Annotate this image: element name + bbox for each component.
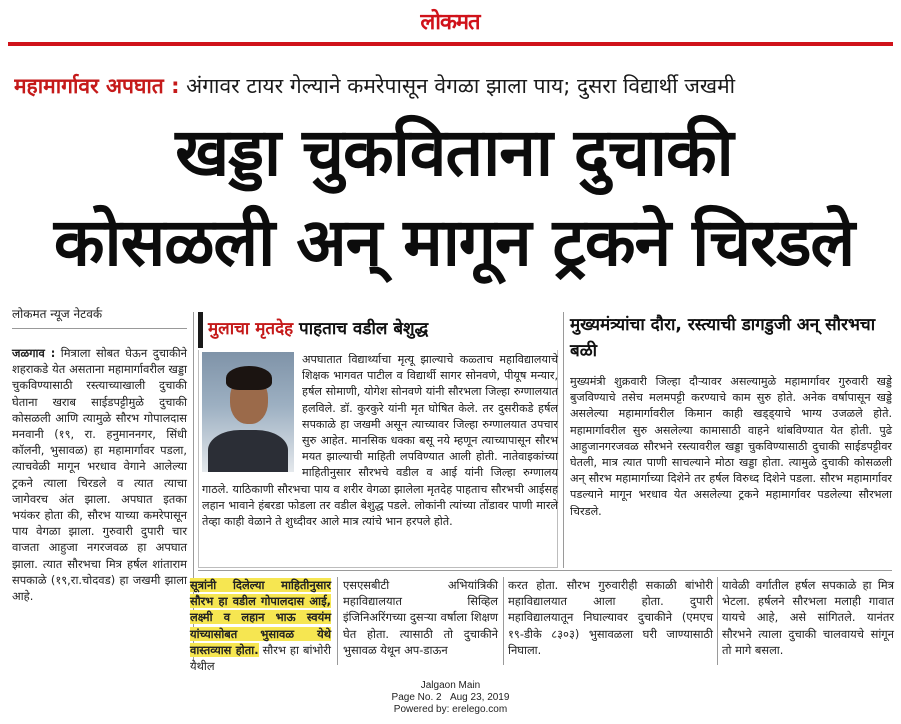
bottom-column-4: यावेळी वर्गातील हर्षल सपकाळे हा मित्र भेटला. हर्षलने सौरभला मलाही गावात यायचे आहे, असे सांगितले. यानंतर सौरभने त्याला दुचाकी चालवायचे सांगून तो मागे बसला. xyxy=(722,578,894,657)
footer-page: Page No. 2 xyxy=(391,692,442,703)
box-body-text: अपघातात विद्यार्थ्याचा मृत्यू झाल्याचे कळ्ताच महाविद्यालयाचे शिक्षक भागवत पाटील व विद्यार्थी सागर सोनवणे, पीयूष मन्यार, हर्षल सोमाणी, योगेश सोनवणे यांनी सौरभला जिल्हा रुग्णालयात हलविले. डॉ. कुरकुरे यांनी मृत घोषित केले. तर दुसरीकडे हर्षल सपकाळे हा जखमी असून त्याच्यावर जिल्हा रुग्णालयात उपचार सुरु आहेत. मानसिक धक्का बसू नये म्हणून त्याच्यापासून सौरभ मयत झाल्याची माहिती लपविण्यात आली होती. नातेवाइकांच्या माहितीनुसार सौरभचे वडील व आई यांनी जिल्हा रुग्णालय गाठले. याठिकाणी सौरभचा पाय व शरीर वेगळा झालेला मृतदेह पाहताच सौरभची आईसह लहान भावाने हंबरडा फोडला तर वडील बेशुद्ध पडले. लोकांनी त्यांच्या तोंडावर पाणी मारले तेव्हा काही वेळाने ते शुध्दीवर आले मात्र त्यांचे भान हरपले होते. xyxy=(202,353,558,529)
box-body xyxy=(202,352,558,530)
bottom-column-1 xyxy=(190,577,331,674)
box-body-text: मुख्यमंत्री शुक्रवारी जिल्हा दौऱ्यावर असल्यामुळे महामार्गावर गुरुवारी खड्डे बुजविण्याचे तसेच मलमपट्टी करण्याचे काम सुरु होते. अनेक वर्षापासून खड्डे असलेल्या महामार्गावरील किमान काही खड्ड्याचे भाग्य उजळले होते. महामार्गावरील सुरु असलेल्या कामासाठी वाहने थांबविण्यात येत होती. पुढे आहुजानगरजवळ सौरभने रस्त्यावरील खड्डा चुकविण्यासाठी दुचाकी साईडपट्टीवर घेतली, मात्र त्यात पाणी साचल्याने मोठा खड्डा होता. त्यामुळे दुचाकी कोसळली अन् सौरभ महामार्गाच्या दिशेने तर हर्षल विरुध्द दिशेने पडला. सौरभ महामार्गावर पडल्याने मागून भरधाव येत असलेल्या ट्रकने महामार्गावर पडलेल्या सौरभला चिरडले. xyxy=(570,375,892,518)
subhead-red: मुलाचा मृतदेह xyxy=(208,319,294,339)
footer-edition: Jalgaon Main xyxy=(420,680,481,691)
column-divider xyxy=(563,312,564,568)
headline-line-1: खड्डा चुकविताना दुचाकी xyxy=(175,114,733,191)
left-column-text: मित्राला सोबत घेऊन दुचाकीने शहराकडे येत असताना महामार्गावरील खड्डा चुकविण्यासाठी रस्त्याच्याखाली दुचाकी घेताना खराब साईडपट्टीमुळे दुचाकी कोसळली आणि त्यामुळे सौरभ गोपालदास मनवानी (१९, रा. हनुमाननगर, सिंधी कॉलनी, भुसावळ) हा महामार्गावर पडला, त्याचवेळी मागून भरधाव वेगाने आलेल्या ट्रकने त्याला चिरडले व त्यात त्याचा जागेवरच अंत झाला. अपघात इतका भयंकर होता की, सौरभ याच्या कमरेपासून पाय वेगळा झाला. गुरुवारी दुपारी चार वाजता आहुजा नगरजवळ हा अपघात झाला. त्यात सौरभचा मित्र हर्षल शांताराम सपकाळे (१९,रा.चोदवड) हा जखमी झाला आहे. xyxy=(12,346,187,604)
headline-line-2: कोसळली अन् मागून ट्रकने चिरडले xyxy=(53,204,855,281)
left-column-article xyxy=(12,345,187,604)
page-footer xyxy=(0,680,901,716)
section-divider xyxy=(198,570,892,571)
kicker-text: अंगावर टायर गेल्याने कमरेपासून वेगळा झाला पाय; दुसरा विद्यार्थी जखमी xyxy=(179,74,736,98)
box-subhead xyxy=(208,316,428,339)
dateline: जळगाव : xyxy=(12,346,56,360)
byline: लोकमत न्यूज नेटवर्क xyxy=(12,305,187,329)
subhead-black: पाहताच वडील बेशुद्ध xyxy=(293,319,429,339)
footer-page-date xyxy=(0,692,901,704)
footer-powered-link[interactable]: Powered by: erelego.com xyxy=(393,704,508,715)
column-divider xyxy=(503,577,504,665)
masthead xyxy=(0,0,901,46)
subhead-bar xyxy=(198,312,203,348)
highlighted-text: सूत्रांनी दिलेल्या माहितीनुसार सौरभ हा वडील गोपालदास आई, लक्ष्मी व लहान भाऊ स्वयंम यांच्यासोबत भुसावळ येथे वास्तव्यास होता. xyxy=(190,578,331,657)
column-divider xyxy=(337,577,338,665)
main-headline xyxy=(14,108,894,288)
father-faints-box xyxy=(198,312,558,568)
bottom-column-2: एसएसबीटी अभियांत्रिकी महाविद्यालयात सिव्हिल इंजिनिअरिंगच्या दुसऱ्या वर्षाला शिक्षण घेत होता. त्यासाठी तो दुचाकीने भुसावळ येथून अप-डाऊन xyxy=(343,578,498,657)
victim-photo-icon xyxy=(202,352,294,472)
bottom-column-3: करत होता. सौरभ गुरुवारीही सकाळी बांभोरी महाविद्यालयात आला होता. दुपारी महाविद्यालयातून निघाल्यावर दुचाकीने (एमएच १९-डीके ८३०३) भुसावळला घरी जाण्यासाठी निघाला. xyxy=(508,578,713,657)
kicker xyxy=(14,70,894,102)
lokmat-logo[interactable] xyxy=(398,6,502,36)
bottom-column-text: सौरभ हा बांभोरी येथील xyxy=(190,642,331,674)
cm-visit-box xyxy=(570,312,892,520)
column-divider xyxy=(717,577,718,665)
box-subhead: मुख्यमंत्र्यांचा दौरा, रस्त्याची डागडुजी अन् सौरभचा बळी xyxy=(570,315,876,361)
footer-date: Aug 23, 2019 xyxy=(449,692,510,703)
logo-text: लोकमत xyxy=(420,9,480,35)
masthead-rule xyxy=(8,42,893,46)
kicker-label: महामार्गावर अपघात : xyxy=(14,74,180,98)
